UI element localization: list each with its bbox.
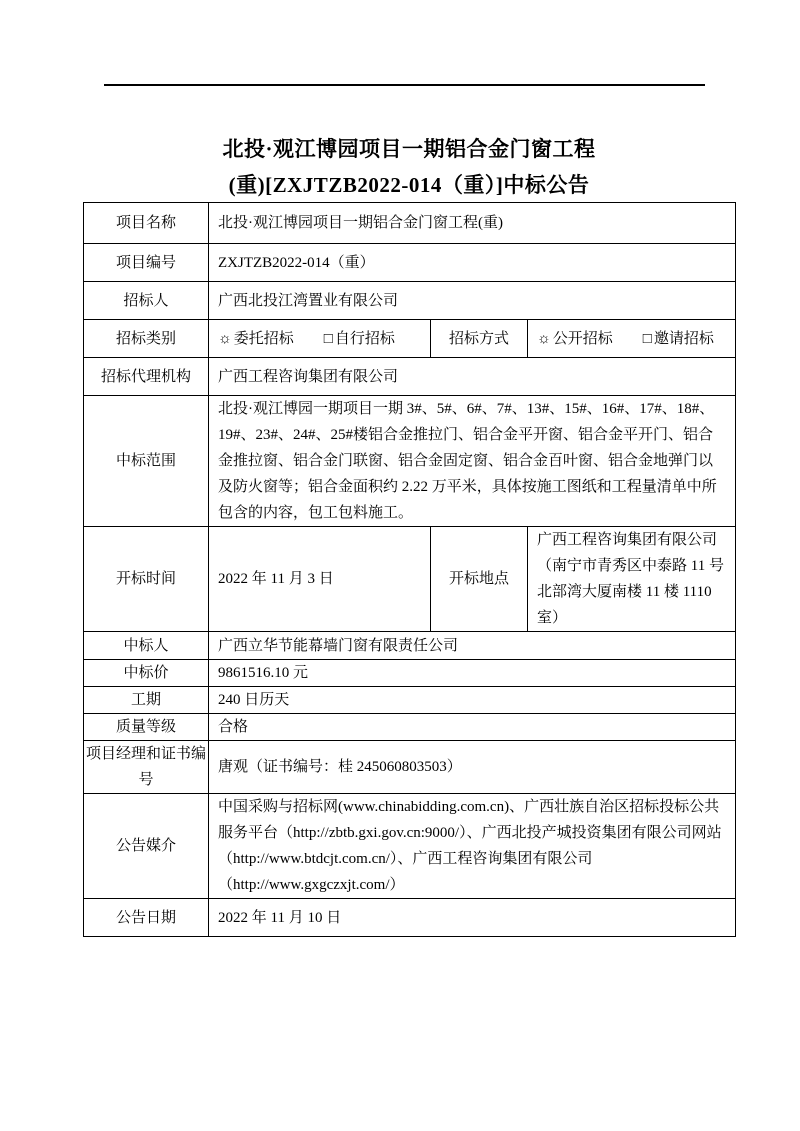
opening-time-label: 开标时间 (84, 527, 209, 632)
price-label: 中标价 (84, 660, 209, 687)
date-label: 公告日期 (84, 899, 209, 937)
table-row-quality (84, 714, 736, 741)
table-row-project-name (84, 203, 736, 244)
agency-value: 广西工程咨询集团有限公司 (209, 358, 736, 396)
table-row-winner (84, 632, 736, 660)
document-title (83, 131, 735, 203)
table-row-date (84, 899, 736, 937)
price-value: 9861516.10 元 (209, 660, 736, 687)
table-row-tenderer (84, 282, 736, 320)
table-row-duration (84, 687, 736, 714)
agency-label: 招标代理机构 (84, 358, 209, 396)
unchecked-checkbox-icon: □ (642, 330, 652, 347)
table-row-price (84, 660, 736, 687)
table-row-category (84, 320, 736, 358)
category-options (209, 320, 431, 358)
media-label: 公告媒介 (84, 794, 209, 899)
tender-method-label: 招标方式 (431, 320, 528, 358)
project-no-label: 项目编号 (84, 244, 209, 282)
project-no-value: ZXJTZB2022-014（重） (209, 244, 736, 282)
table-row-agency (84, 358, 736, 396)
option-open-tender (537, 331, 613, 347)
option-open-label: 公开招标 (552, 330, 613, 347)
option-invited-tender (643, 331, 714, 347)
category-label: 招标类别 (84, 320, 209, 358)
table-row-project-no (84, 244, 736, 282)
project-name-value: 北投·观江博园项目一期铝合金门窗工程(重) (209, 203, 736, 244)
project-name-label: 项目名称 (84, 203, 209, 244)
tenderer-label: 招标人 (84, 282, 209, 320)
quality-value: 合格 (209, 714, 736, 741)
tenderer-value: 广西北投江湾置业有限公司 (209, 282, 736, 320)
winner-label: 中标人 (84, 632, 209, 660)
scope-value: 北投·观江博园一期项目一期 3#、5#、6#、7#、13#、15#、16#、17#、18#、19#、23#、24#、25#楼铝合金推拉门、铝合金平开窗、铝合金平开门、铝合金推拉窗、铝合金门联窗、铝合金固定窗、铝合金百叶窗、铝合金地弹门以及防火窗等；铝合金面积约 2.22 万平米，具体按施工图纸和工程量清单中所包含的内容，包工包料施工。 (209, 396, 736, 527)
opening-place-label: 开标地点 (431, 527, 528, 632)
document-title-line1: 北投·观江博园项目一期铝合金门窗工程 (222, 137, 596, 161)
option-delegated-tender (218, 331, 294, 347)
option-self-tender (324, 331, 395, 347)
media-value: 中国采购与招标网(www.chinabidding.com.cn)、广西壮族自治区招标投标公共服务平台（http://zbtb.gxi.gov.cn:9000/）、广西北投产城投资集团有限公司网站（http://www.btdcjt.com.cn/）、广西工程咨询集团有限公司（http://www.gxgczxjt.com/） (209, 794, 736, 899)
winner-value: 广西立华节能幕墙门窗有限责任公司 (209, 632, 736, 660)
selected-mark-icon: ☼ (537, 330, 551, 347)
page-header-rule (104, 84, 705, 86)
option-self-label: 自行招标 (334, 330, 395, 347)
selected-mark-icon: ☼ (218, 330, 232, 347)
duration-value: 240 日历天 (209, 687, 736, 714)
scope-label: 中标范围 (84, 396, 209, 527)
quality-label: 质量等级 (84, 714, 209, 741)
opening-place-value: 广西工程咨询集团有限公司（南宁市青秀区中泰路 11 号北部湾大厦南楼 11 楼 1110 室） (528, 527, 736, 632)
manager-label: 项目经理和证书编号 (84, 741, 209, 794)
unchecked-checkbox-icon: □ (323, 330, 333, 347)
document-title-line2: (重)[ZXJTZB2022-014（重）]中标公告 (228, 173, 590, 197)
table-row-manager (84, 741, 736, 794)
table-row-scope (84, 396, 736, 527)
option-invited-label: 邀请招标 (653, 330, 714, 347)
table-row-opening (84, 527, 736, 632)
duration-label: 工期 (84, 687, 209, 714)
manager-value: 唐观（证书编号：桂 245060803503） (209, 741, 736, 794)
method-options (528, 320, 736, 358)
date-value: 2022 年 11 月 10 日 (209, 899, 736, 937)
opening-time-value: 2022 年 11 月 3 日 (209, 527, 431, 632)
option-delegated-label: 委托招标 (233, 330, 294, 347)
announcement-table (83, 202, 736, 937)
table-row-media (84, 794, 736, 899)
